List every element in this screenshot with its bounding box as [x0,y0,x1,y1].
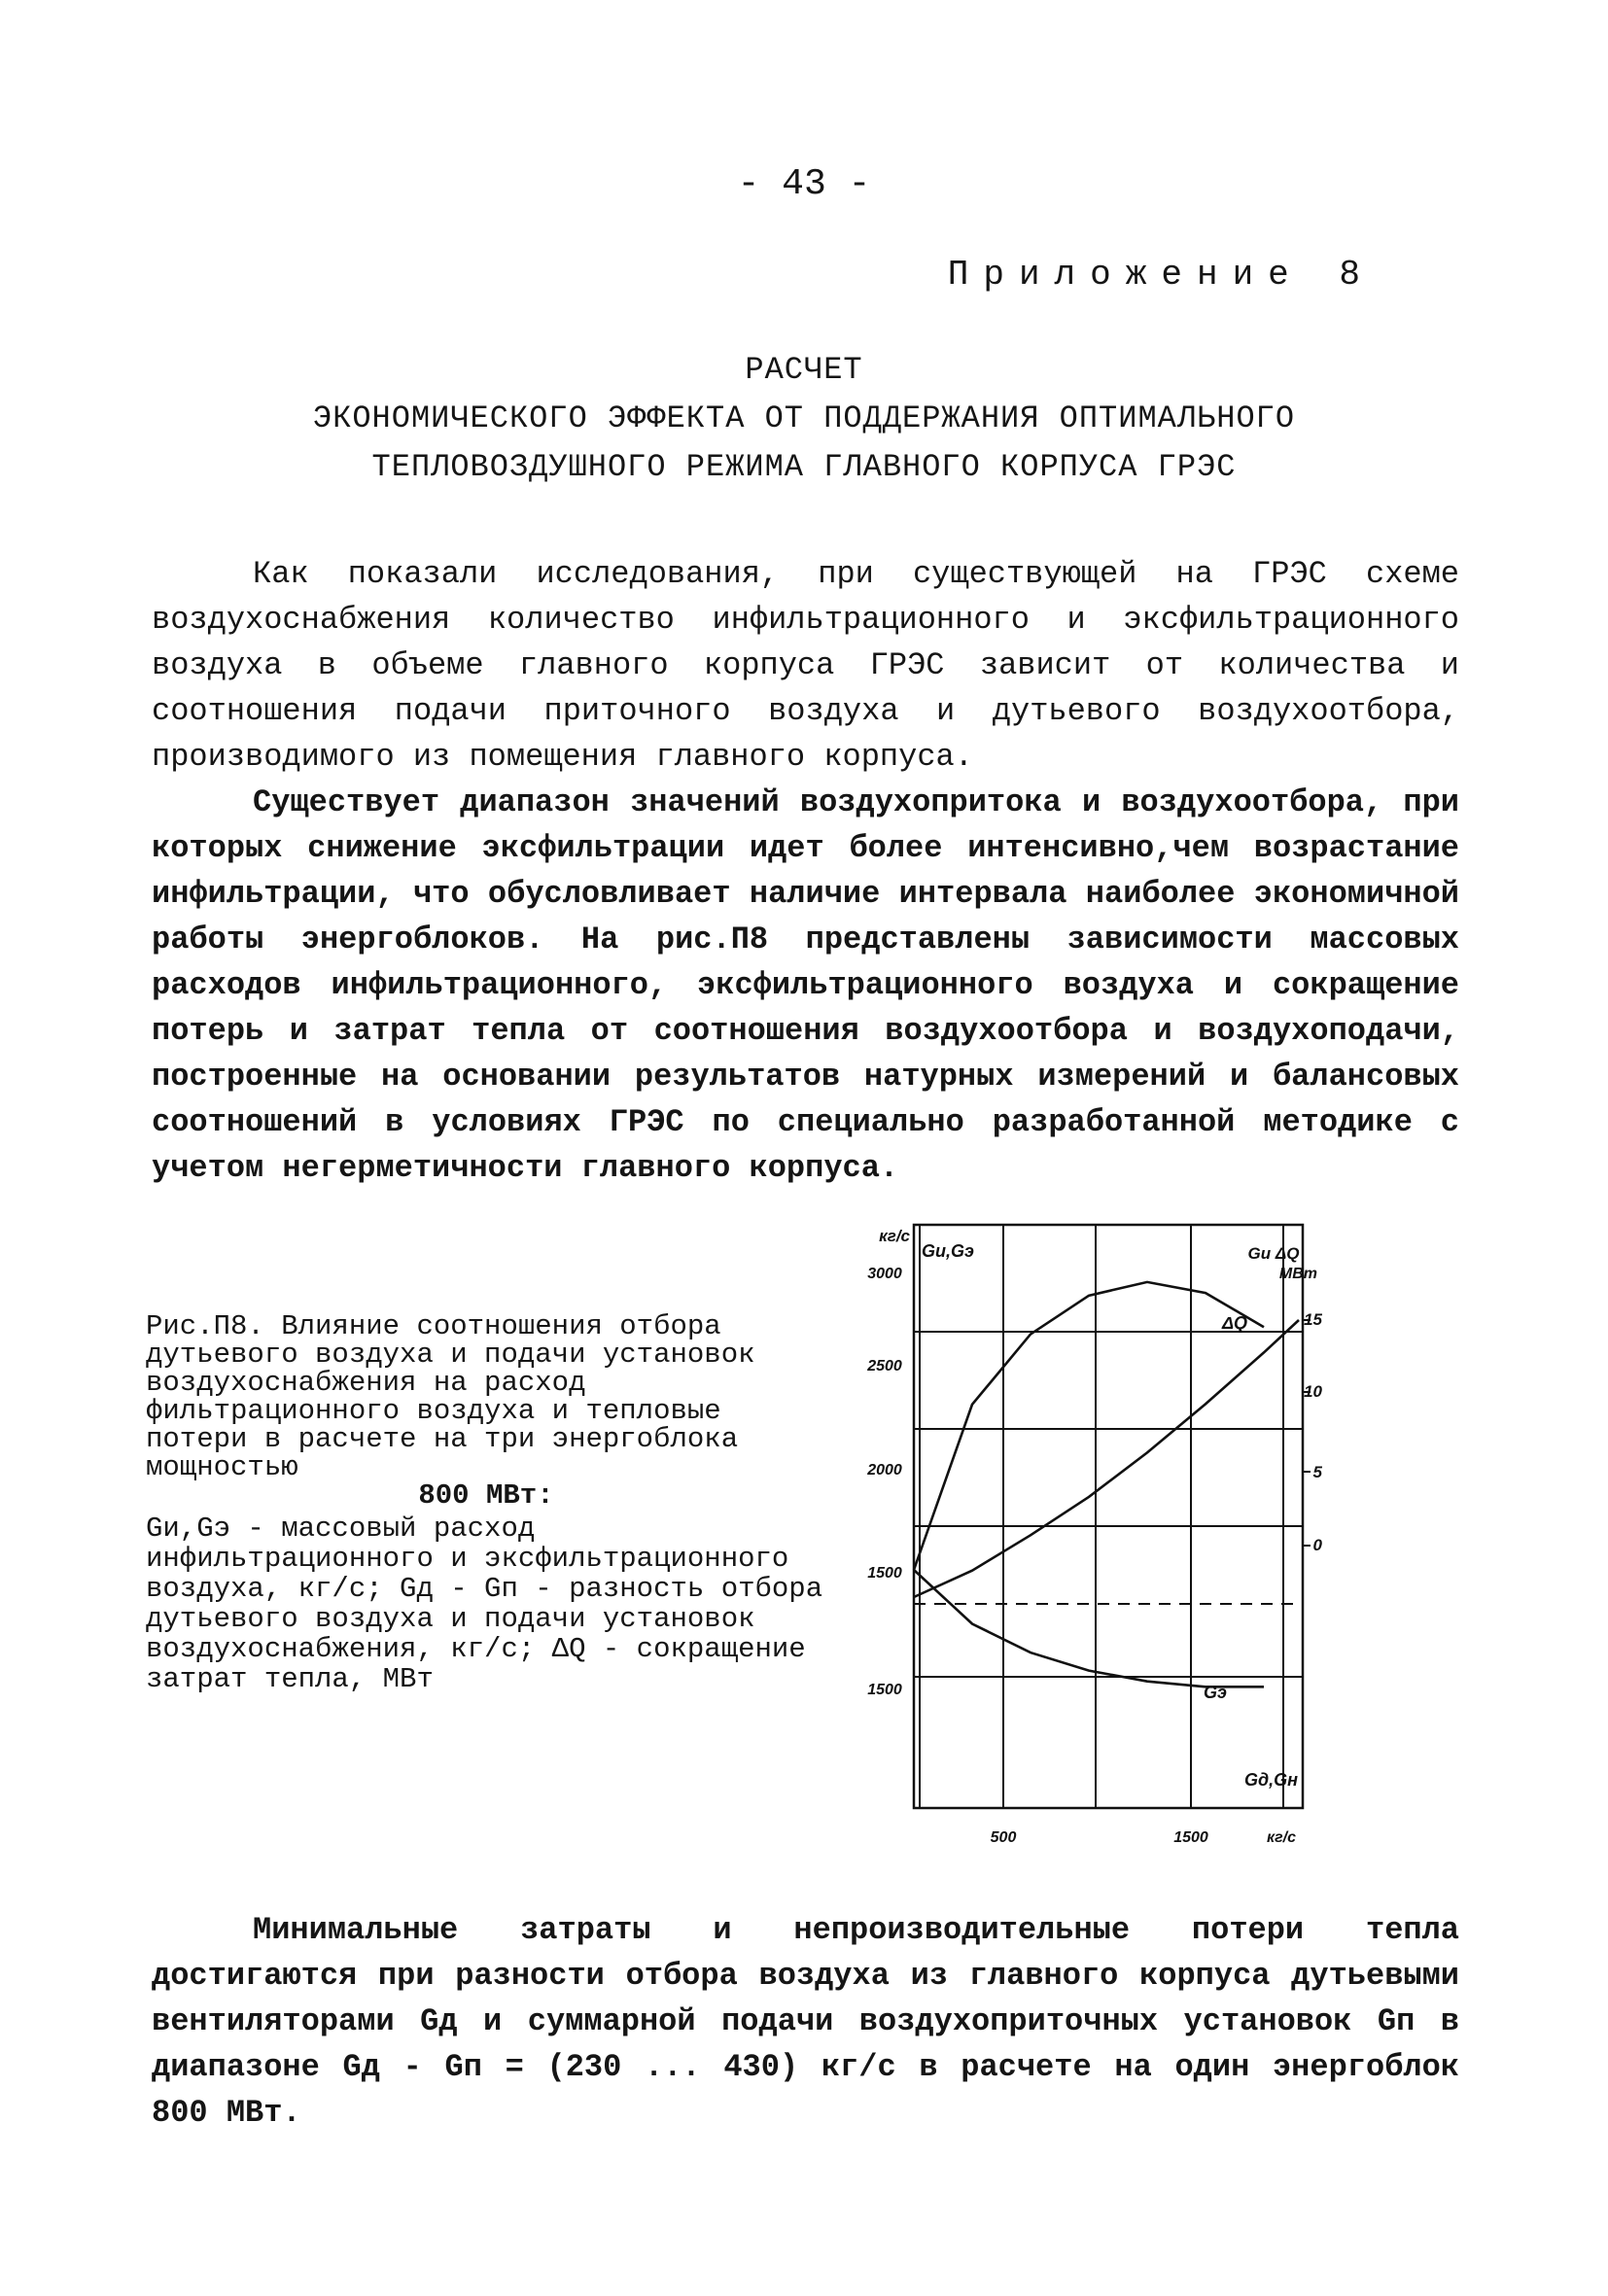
right-axis-label: Gи ΔQ [1247,1244,1300,1263]
x-tick-1: 1500 [1173,1829,1208,1846]
x-tick-0: 500 [990,1829,1017,1846]
x-axis-unit: кг/с [1267,1829,1296,1846]
caption-power: 800 МВт: [418,1479,554,1512]
left-axis-label: Gи,Gэ [922,1241,974,1261]
chart-labels [866,1227,1322,1846]
x-axis-label: Gд,Gн [1243,1770,1298,1790]
paragraph-1-text: Как показали исследования, при существующей на ГРЭС схеме воздухоснабжения количество инфильтрационного и эксфильтрационного воздуха в объеме главного корпуса ГРЭС зависит от количества и соотношения подачи приточного воздуха и дутьевого воздухоотбора, производимого из помещения главного корпуса. [152,556,1459,775]
left-tick-2: 2000 [867,1462,902,1478]
right-tick-2: 5 [1312,1463,1322,1481]
figure-chart [817,1220,1322,1861]
title-line-1: РАСЧЕТ [745,352,863,388]
left-tick-4: 1500 [867,1682,902,1698]
curve-g-exfiltration [914,1570,1264,1687]
chart-curves [914,1282,1299,1687]
series-label-delta-q: ΔQ [1221,1313,1248,1333]
title-line-3: ТЕПЛОВОЗДУШНОГО РЕЖИМА ГЛАВНОГО КОРПУСА ГРЭС [371,449,1237,485]
chart-frame [914,1225,1303,1808]
paragraph-2-text: Существует диапазон значений воздухопритока и воздухоотбора, при которых снижение эксфильтрации идет более интенсивно,чем возрастание инфильтрации, что обусловливает наличие интервала наиболее экономичной работы энергоблоков. На рис.П8 представлены зависимости массовых расходов инфильтрационного, эксфильтрационного воздуха и сокращение потерь и затрат тепла от соотношения воздухоотбора и воздухоподачи, построенные на основании результатов натурных измерений и балансовых соотношений в условиях ГРЭС по специально разработанной методике с учетом негерметичности главного корпуса. [152,784,1459,1186]
body-paragraph-2 [152,780,1459,1191]
right-tick-0: 15 [1304,1310,1322,1329]
body-paragraph-3 [152,1907,1459,2136]
left-tick-0: 3000 [867,1266,902,1282]
figure-legend [146,1513,826,1694]
chart-grid [914,1225,1311,1808]
body-paragraph-1 [152,551,1459,780]
figure-caption [146,1312,826,1510]
left-axis-unit: кг/с [879,1227,910,1245]
left-tick-1: 2500 [867,1358,902,1374]
caption-text: Рис.П8. Влияние соотношения отбора дутьевого воздуха и подачи установок воздухоснабжения на расход фильтрационного воздуха и тепловые потери в расчете на три энергоблока мощностью [146,1310,755,1483]
page-number: - 43 - [737,163,871,205]
title-line-2: ЭКОНОМИЧЕСКОГО ЭФФЕКТА ОТ ПОДДЕРЖАНИЯ ОПТИМАЛЬНОГО [312,400,1296,436]
right-axis-unit: МВт [1278,1266,1317,1282]
left-tick-3: 1500 [867,1565,902,1582]
appendix-label: Приложение 8 [947,255,1375,295]
right-tick-3: 0 [1312,1536,1322,1554]
right-tick-1: 10 [1304,1382,1322,1401]
paragraph-3-text: Минимальные затраты и непроизводительные потери тепла достигаются при разности отбора воздуха из главного корпуса дутьевыми вентиляторами Gд и суммарной подачи воздухоприточных установок Gп в диапазоне Gд - Gп = (230 ... 430) кг/с в расчете на один энергоблок 800 МВт. [152,1912,1459,2131]
curve-delta-q [914,1320,1299,1597]
legend-text: Gи,Gэ - массовый расход инфильтрационного и эксфильтрационного воздуха, кг/с; Gд - Gп - разность отбора дутьевого воздуха и подачи установок воздухоснабжения, кг/с; ΔQ - сокращение затрат тепла, МВт [146,1513,823,1695]
series-label-g-exfiltration: Gэ [1204,1683,1227,1702]
